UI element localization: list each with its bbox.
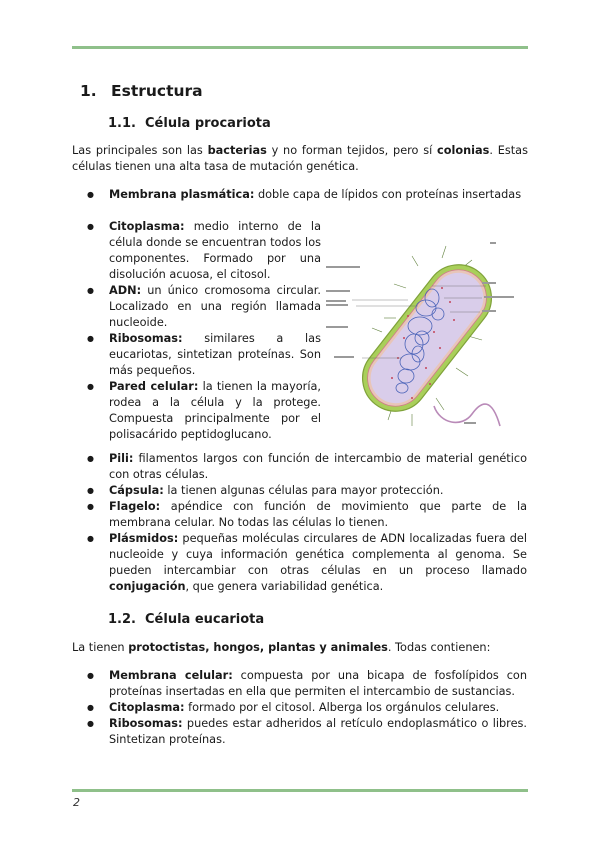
- bottom-divider: [72, 789, 528, 792]
- eucariota-intro: La tienen protoctistas, hongos, plantas y animales. Todas contienen:: [72, 641, 491, 654]
- subsection-title: Célula eucariota: [145, 612, 265, 627]
- list-item: ● Cápsula: la tienen algunas células para mayor protección.: [86, 483, 527, 499]
- list-item: ● Pili: filamentos largos con función de intercambio de material genético con otras células.: [86, 451, 527, 483]
- list-item: ● Ribosomas: puedes estar adheridos al retículo endoplasmático o libres. Sintetizan proteínas.: [86, 716, 527, 748]
- top-divider: [72, 46, 528, 49]
- subsection-heading-eucariota: [108, 612, 264, 627]
- subsection-number: 1.2.: [108, 612, 136, 627]
- list-item: ● Membrana plasmática: doble capa de lípidos con proteínas insertadas: [86, 187, 527, 203]
- list-item: ● Pared celular: la tienen la mayoría, rodea a la célula y la protege. Compuesta principalmente por el polisacárido peptidoglucano.: [86, 379, 321, 443]
- term-colonias: colonias: [437, 144, 490, 157]
- subsection-heading-procariota: [108, 116, 271, 131]
- page-number: 2: [73, 796, 80, 809]
- section-title: Estructura: [111, 82, 203, 100]
- list-item: ● Flagelo: apéndice con función de movimiento que parte de la membrana celular. No todas las células lo tienen.: [86, 499, 527, 531]
- subsection-title: Célula procariota: [145, 116, 271, 131]
- prokaryote-diagram: [322, 228, 532, 440]
- term-organisms: protoctistas, hongos, plantas y animales: [128, 641, 388, 654]
- list-item: ● Plásmidos: pequeñas moléculas circulares de ADN localizadas fuera del nucleoide y cuya información genética complementa al genoma. Se pueden intercambiar con otras células en un proceso llamado conjugación, que genera variabilidad genética.: [86, 531, 527, 595]
- procariota-intro: Las principales son las bacterias y no forman tejidos, pero sí colonias. Estas células tienen una alta tasa de mutación genética.: [72, 144, 528, 173]
- section-number: 1.: [80, 82, 97, 100]
- eucariota-list: [86, 668, 527, 748]
- term-bacterias: bacterias: [207, 144, 267, 157]
- list-item: ● Ribosomas: similares a las eucariotas, sintetizan proteínas. Son más pequeños.: [86, 331, 321, 379]
- list-item: ● Citoplasma: formado por el citosol. Alberga los orgánulos celulares.: [86, 700, 527, 716]
- list-item: ● Citoplasma: medio interno de la célula donde se encuentran todos los componentes. Formado por una disolución acuosa, el citosol.: [86, 219, 321, 283]
- list-item: ● ADN: un único cromosoma circular. Localizado en una región llamada nucleoide.: [86, 283, 321, 331]
- list-item: ● Membrana celular: compuesta por una bicapa de fosfolípidos con proteínas insertadas en ella que permiten el intercambio de sustancias.: [86, 668, 527, 700]
- procariota-list-bottom: [86, 451, 527, 595]
- procariota-list-narrow: [86, 219, 321, 443]
- subsection-number: 1.1.: [108, 116, 136, 131]
- procariota-list-top: [86, 187, 527, 203]
- section-heading: [80, 82, 203, 100]
